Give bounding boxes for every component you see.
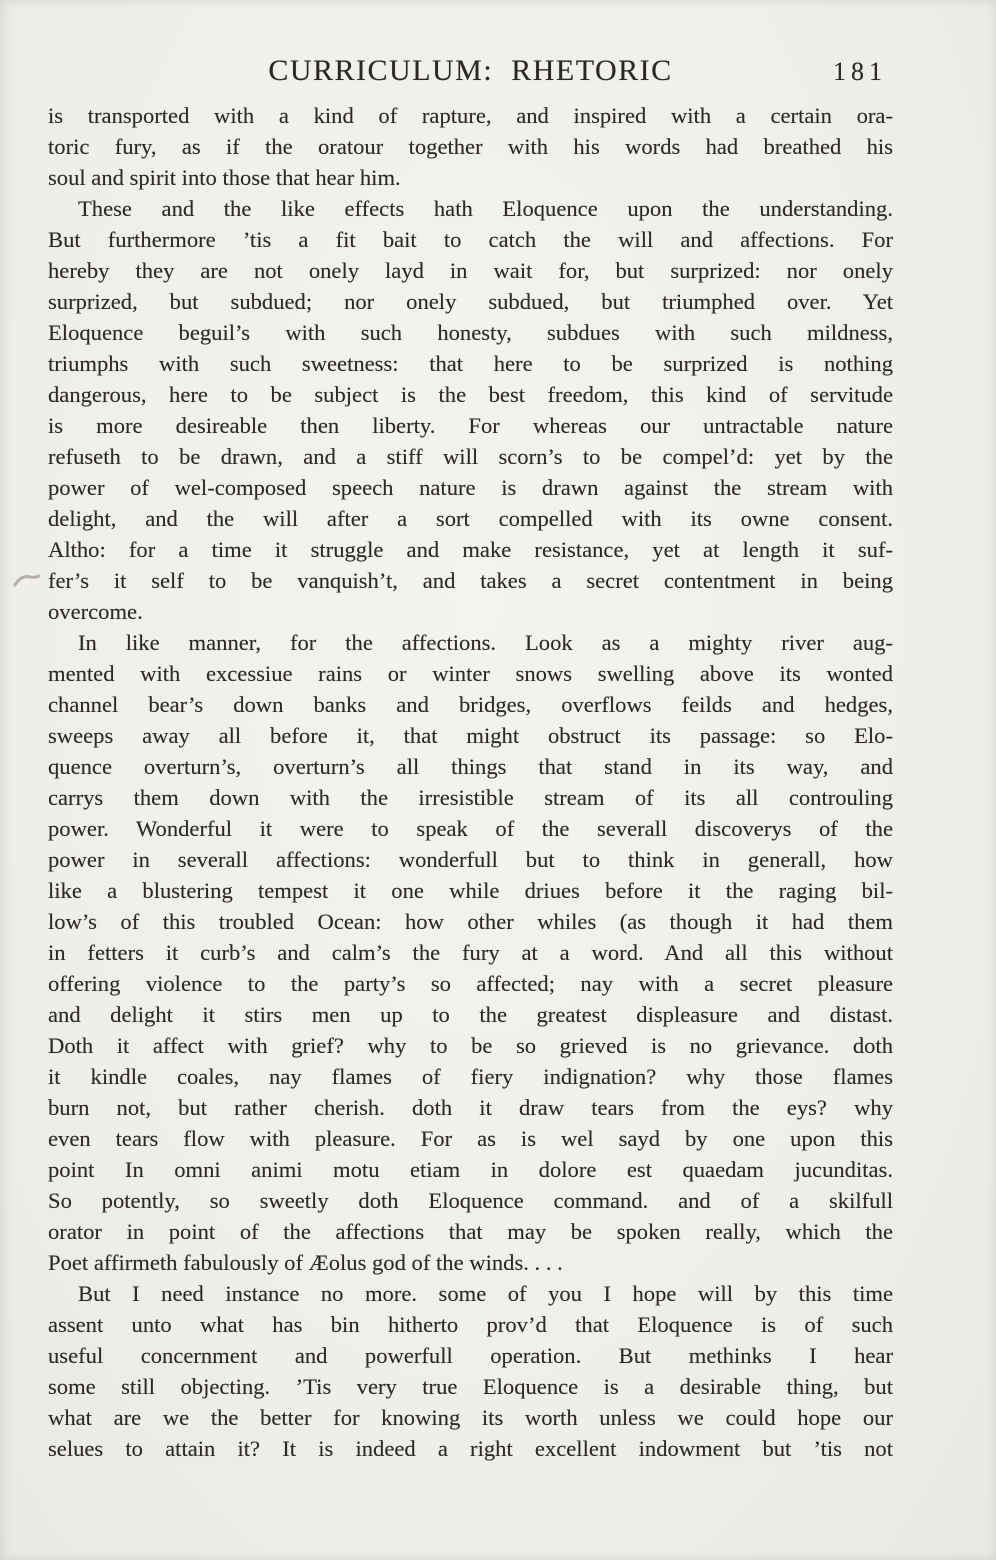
text-line: point In omni animi motu etiam in dolore est quaedam jucunditas. xyxy=(48,1157,893,1182)
text-line: what are we the better for knowing its worth unless we could hope our xyxy=(48,1405,893,1430)
text-line: channel bear’s down banks and bridges, overflows feilds and hedges, xyxy=(48,692,893,717)
paragraph xyxy=(48,193,893,627)
text-line: In like manner, for the affections. Look as a mighty river aug- xyxy=(78,630,893,655)
paragraph xyxy=(48,627,893,1278)
text-line: Poet affirmeth fabulously of Æolus god of the winds. . . . xyxy=(48,1250,563,1275)
text-line: even tears flow with pleasure. For as is wel sayd by one upon this xyxy=(48,1126,893,1151)
text-line: and delight it stirs men up to the greatest displeasure and distast. xyxy=(48,1002,893,1027)
text-line: is transported with a kind of rapture, and inspired with a certain ora- xyxy=(48,103,893,128)
text-line: orator in point of the affections that may be spoken really, which the xyxy=(48,1219,893,1244)
text-line: carrys them down with the irresistible stream of its all controuling xyxy=(48,785,893,810)
page-title: CURRICULUM: RHETORIC xyxy=(268,54,673,87)
text-block xyxy=(48,100,893,1464)
paragraph xyxy=(48,1278,893,1464)
text-line: Eloquence beguil’s with such honesty, subdues with such mildness, xyxy=(48,320,893,345)
text-line: in fetters it curb’s and calm’s the fury at a word. And all this without xyxy=(48,940,893,965)
text-line: some still objecting. ’Tis very true Eloquence is a desirable thing, but xyxy=(48,1374,893,1399)
text-line: power in severall affections: wonderfull but to think in generall, how xyxy=(48,847,893,872)
text-line: triumphs with such sweetness: that here to be surprized is nothing xyxy=(48,351,893,376)
paragraph xyxy=(48,100,893,193)
pencil-margin-mark xyxy=(12,566,44,594)
text-line: surprized, but subdued; nor onely subdued, but triumphed over. Yet xyxy=(48,289,893,314)
text-line: dangerous, here to be subject is the best freedom, this kind of servitude xyxy=(48,382,893,407)
page-number: 181 xyxy=(833,57,887,86)
text-line: Doth it affect with grief? why to be so grieved is no grievance. doth xyxy=(48,1033,893,1058)
text-line: power. Wonderful it were to speak of the severall discoverys of the xyxy=(48,816,893,841)
text-line: it kindle coales, nay flames of fiery indignation? why those flames xyxy=(48,1064,893,1089)
text-line: sweeps away all before it, that might obstruct its passage: so Elo- xyxy=(48,723,893,748)
text-line: power of wel-composed speech nature is drawn against the stream with xyxy=(48,475,893,500)
text-line: delight, and the will after a sort compelled with its owne consent. xyxy=(48,506,893,531)
text-line: low’s of this troubled Ocean: how other whiles (as though it had them xyxy=(48,909,893,934)
text-line: soul and spirit into those that hear him. xyxy=(48,165,401,190)
text-line: refuseth to be drawn, and a stiff will scorn’s to be compel’d: yet by the xyxy=(48,444,893,469)
text-line: But I need instance no more. some of you I hope will by this time xyxy=(78,1281,893,1306)
text-line: mented with excessiue rains or winter snows swelling above its wonted xyxy=(48,661,893,686)
text-line: selues to attain it? It is indeed a right excellent indowment but ’tis not xyxy=(48,1436,893,1461)
running-head xyxy=(48,54,893,92)
text-line: Altho: for a time it struggle and make resistance, yet at length it suf- xyxy=(48,537,893,562)
text-line: hereby they are not onely layd in wait for, but surprized: nor onely xyxy=(48,258,893,283)
text-line: fer’s it self to be vanquish’t, and takes a secret contentment in being xyxy=(48,568,893,593)
text-line: These and the like effects hath Eloquence upon the understanding. xyxy=(78,196,893,221)
text-line: burn not, but rather cherish. doth it draw tears from the eys? why xyxy=(48,1095,893,1120)
text-line: overcome. xyxy=(48,599,143,624)
text-line: toric fury, as if the oratour together with his words had breathed his xyxy=(48,134,893,159)
text-line: quence overturn’s, overturn’s all things that stand in its way, and xyxy=(48,754,893,779)
text-line: But furthermore ’tis a fit bait to catch the will and affections. For xyxy=(48,227,893,252)
text-line: is more desireable then liberty. For whereas our untractable nature xyxy=(48,413,893,438)
text-line: So potently, so sweetly doth Eloquence command. and of a skilfull xyxy=(48,1188,893,1213)
text-line: offering violence to the party’s so affected; nay with a secret pleasure xyxy=(48,971,893,996)
text-line: useful concernment and powerfull operation. But methinks I hear xyxy=(48,1343,893,1368)
text-line: like a blustering tempest it one while driues before it the raging bil- xyxy=(48,878,893,903)
text-line: assent unto what has bin hitherto prov’d that Eloquence is of such xyxy=(48,1312,893,1337)
